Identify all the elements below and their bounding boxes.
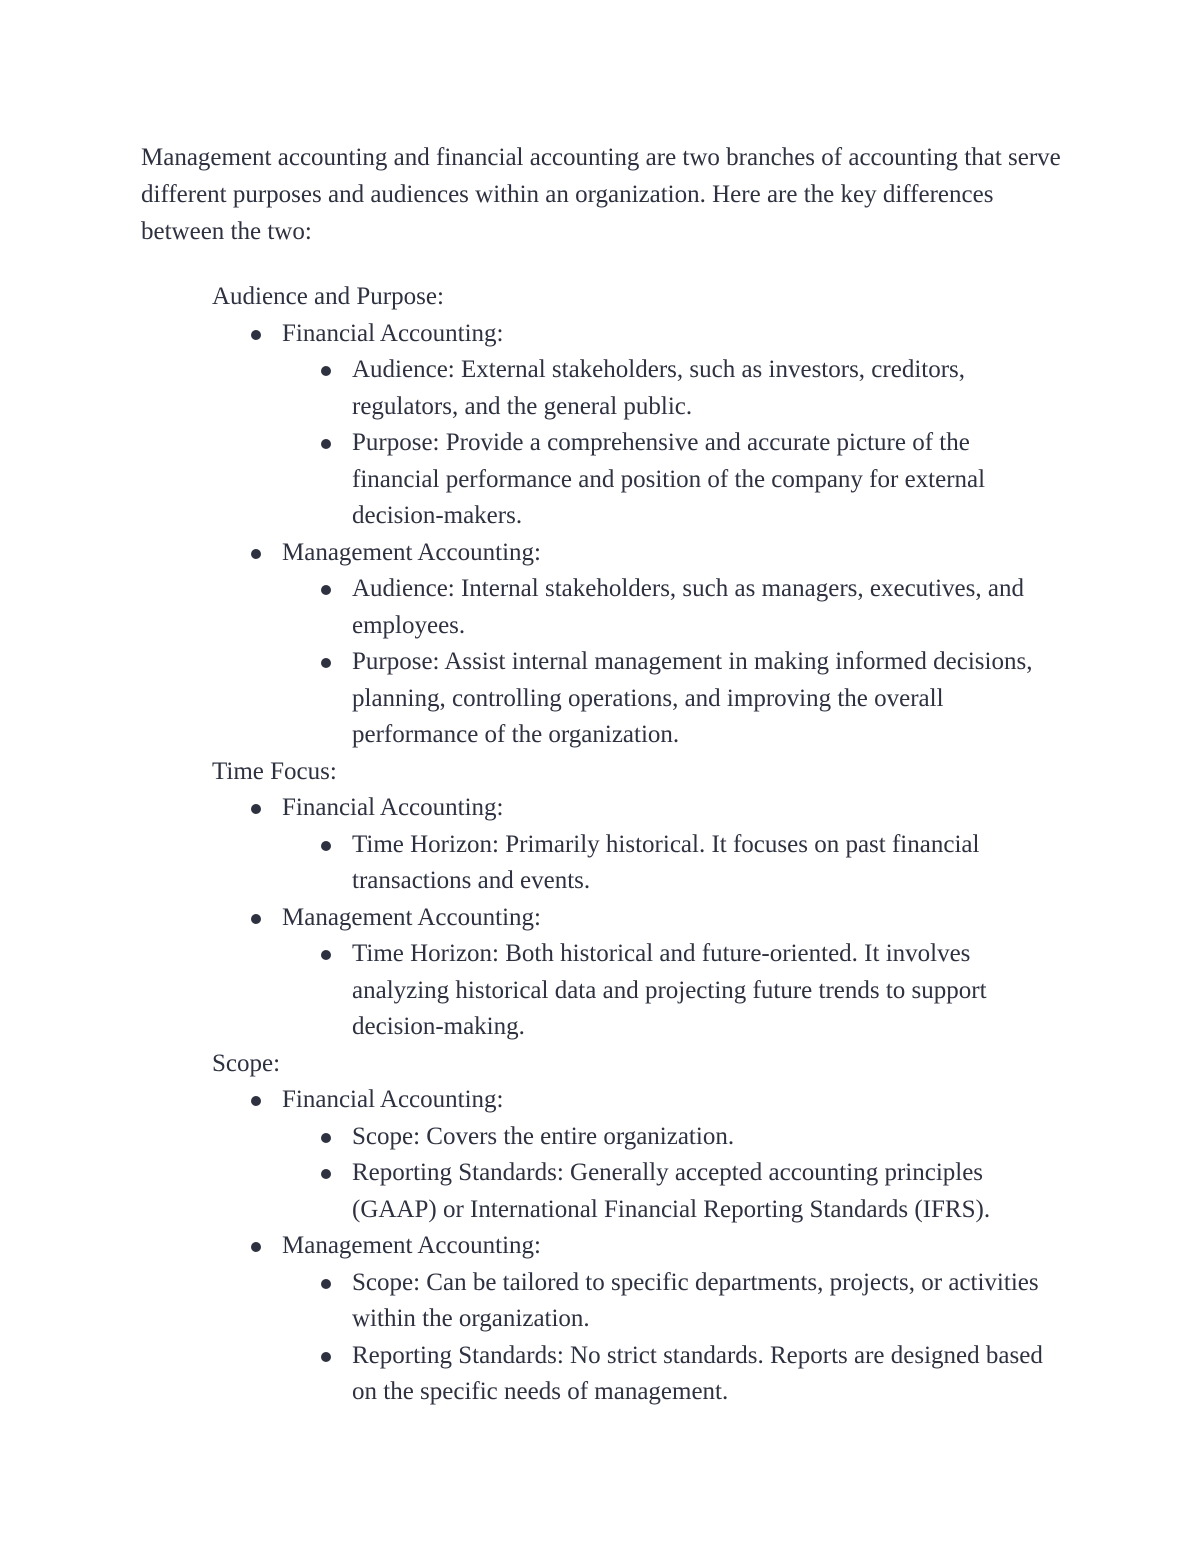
list-item [212, 790, 1092, 900]
section-scope [212, 1046, 1092, 1411]
bullet-icon [321, 1133, 331, 1143]
detail-list [282, 1119, 1092, 1229]
detail-text: Audience: External stakeholders, such as investors, creditors, regulators, and the general public. [352, 356, 966, 420]
detail-list [282, 571, 1092, 754]
detail-text: Time Horizon: Primarily historical. It focuses on past financial transactions and events. [352, 830, 980, 894]
detail-list [282, 352, 1092, 535]
list-item [282, 1338, 1062, 1411]
list-item [212, 1082, 1092, 1228]
group-list [212, 790, 1092, 1046]
list-item [282, 1119, 1062, 1156]
detail-text: Scope: Covers the entire organization. [352, 1122, 735, 1150]
list-item [282, 1155, 1062, 1228]
bullet-icon [321, 439, 331, 449]
group-title: Financial Accounting: [282, 319, 504, 347]
list-item [212, 316, 1092, 535]
bullet-icon [321, 841, 331, 851]
section-heading: Scope: [212, 1049, 281, 1077]
detail-text: Audience: Internal stakeholders, such as managers, executives, and employees. [352, 575, 1024, 639]
detail-text: Reporting Standards: Generally accepted accounting principles (GAAP) or International Financial Reporting Standards (IFRS). [352, 1159, 991, 1223]
intro-paragraph: Management accounting and financial accounting are two branches of accounting that serve different purposes and audiences within an organization. Here are the key differences between the two: [141, 144, 1061, 245]
group-title: Management Accounting: [282, 1232, 541, 1259]
detail-text: Reporting Standards: No strict standards. Reports are designed based on the specific needs of management. [352, 1341, 1043, 1405]
group-title: Management Accounting: [282, 903, 541, 931]
bullet-icon [251, 549, 261, 559]
list-item [212, 535, 1092, 754]
list-item [282, 1265, 1062, 1338]
detail-list [282, 1265, 1092, 1411]
group-list [212, 1082, 1092, 1411]
list-item [282, 827, 1062, 900]
document-body [212, 279, 1092, 1411]
bullet-icon [251, 1242, 261, 1252]
bullet-icon [321, 366, 331, 376]
bullet-icon [251, 804, 261, 814]
group-list [212, 316, 1092, 754]
bullet-icon [321, 585, 331, 595]
group-title: Management Accounting: [282, 538, 541, 566]
detail-text: Scope: Can be tailored to specific departments, projects, or activities within the organization. [352, 1268, 1039, 1332]
group-title: Financial Accounting: [282, 1086, 504, 1113]
list-item [282, 571, 1062, 644]
bullet-icon [251, 1096, 261, 1106]
section-heading: Audience and Purpose: [212, 283, 444, 310]
list-item [282, 936, 1062, 1046]
list-item [212, 1228, 1092, 1411]
section-heading: Time Focus: [212, 757, 337, 785]
group-title: Financial Accounting: [282, 794, 504, 821]
detail-text: Time Horizon: Both historical and future-oriented. It involves analyzing historical data and projecting future trends to support decision-making. [352, 940, 987, 1040]
list-item [282, 352, 1062, 425]
list-item [282, 425, 1062, 535]
bullet-icon [251, 914, 261, 924]
detail-list [282, 827, 1092, 900]
bullet-icon [321, 1169, 331, 1179]
detail-text: Purpose: Assist internal management in making informed decisions, planning, controlling operations, and improving the overall performance of the organization. [352, 648, 1033, 748]
detail-text: Purpose: Provide a comprehensive and accurate picture of the financial performance and position of the company for external decision-makers. [352, 429, 986, 529]
section-time-focus [212, 754, 1092, 1046]
section-audience-purpose [212, 279, 1092, 754]
list-item [282, 644, 1062, 754]
bullet-icon [251, 330, 261, 340]
list-item [212, 900, 1092, 1046]
detail-list [282, 936, 1092, 1046]
bullet-icon [321, 1279, 331, 1289]
bullet-icon [321, 658, 331, 668]
bullet-icon [321, 1352, 331, 1362]
bullet-icon [321, 950, 331, 960]
